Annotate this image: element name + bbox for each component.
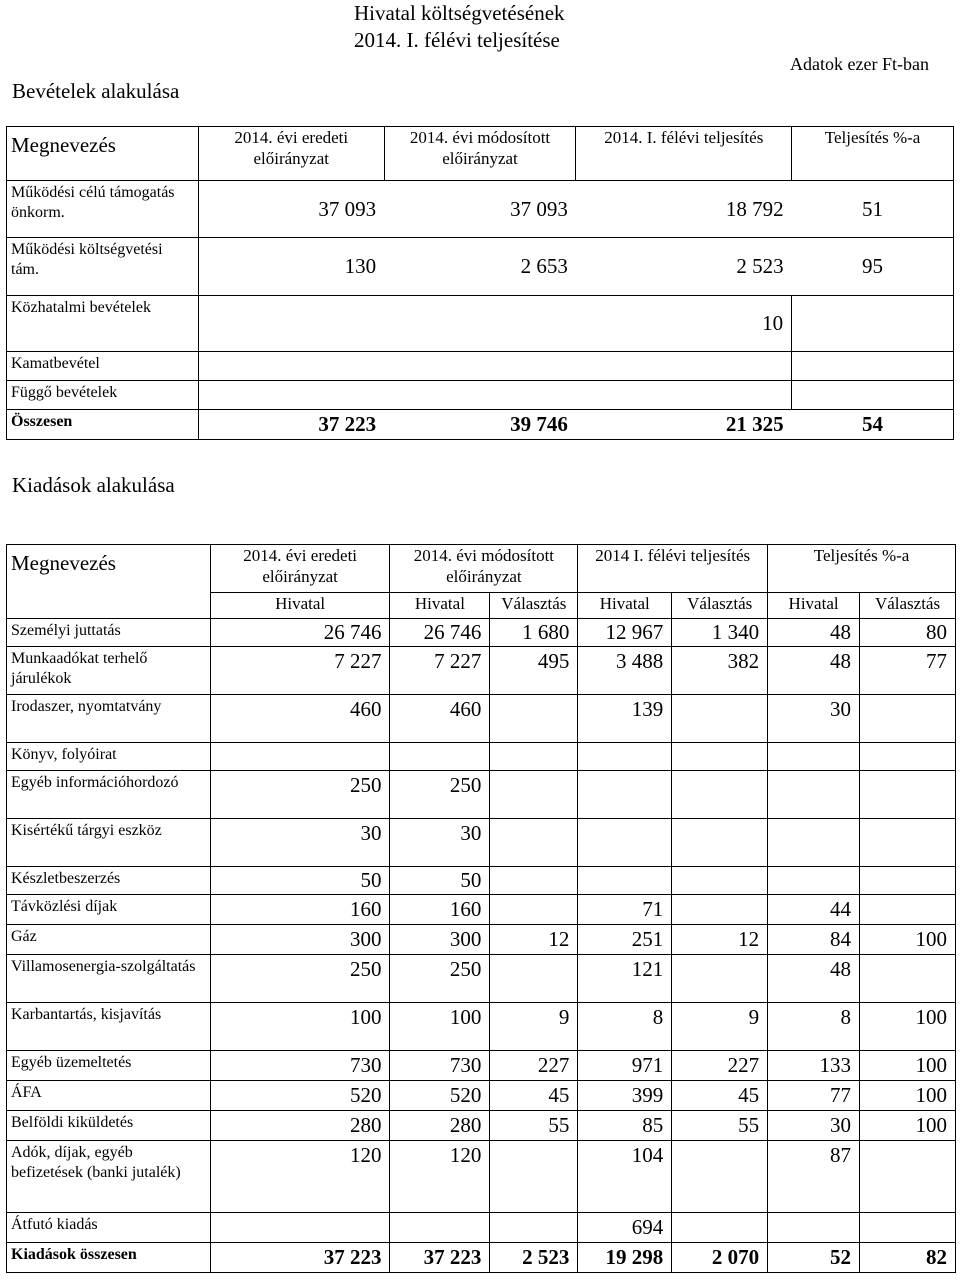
expense-col-modified: 2014. évi módosított előirányzat [390, 545, 578, 593]
cell [860, 867, 956, 895]
cell: 55 [490, 1111, 578, 1141]
cell: 2 070 [672, 1243, 768, 1273]
cell: 139 [578, 695, 672, 743]
cell: 37 223 [390, 1243, 490, 1273]
cell: 121 [578, 955, 672, 1003]
table-row [7, 296, 954, 352]
cell: 160 [210, 895, 390, 925]
cell: 251 [578, 925, 672, 955]
cell: 77 [860, 647, 956, 695]
table-row [7, 181, 954, 238]
cell [672, 1213, 768, 1243]
cell: 55 [672, 1111, 768, 1141]
cell [490, 867, 578, 895]
cell [672, 743, 768, 771]
row-label: Távközlési díjak [7, 895, 211, 925]
cell [198, 296, 384, 352]
expense-header-row [7, 545, 956, 593]
cell: 26 746 [390, 619, 490, 647]
row-label: Egyéb üzemeltetés [7, 1051, 211, 1081]
cell [768, 771, 860, 819]
cell [490, 955, 578, 1003]
cell: 495 [490, 647, 578, 695]
cell: 37 093 [384, 181, 576, 238]
cell: 12 [490, 925, 578, 955]
table-row [7, 819, 956, 867]
cell: 104 [578, 1141, 672, 1213]
cell: 52 [768, 1243, 860, 1273]
cell: 250 [210, 771, 390, 819]
cell: 694 [578, 1213, 672, 1243]
cell [768, 1213, 860, 1243]
row-label: Személyi juttatás [7, 619, 211, 647]
table-row [7, 238, 954, 296]
unit-note: Adatok ezer Ft-ban [790, 54, 929, 74]
title-line-1: Hivatal költségvetésének [354, 1, 565, 25]
cell: 9 [490, 1003, 578, 1051]
table-row [7, 955, 956, 1003]
cell [390, 743, 490, 771]
table-row [7, 381, 954, 410]
cell [792, 381, 954, 410]
cell: 19 298 [578, 1243, 672, 1273]
cell: 133 [768, 1051, 860, 1081]
cell: 250 [390, 955, 490, 1003]
cell: 45 [672, 1081, 768, 1111]
cell: 300 [210, 925, 390, 955]
row-label: Működési költségvetési tám. [7, 238, 199, 296]
cell: 399 [578, 1081, 672, 1111]
expense-table [6, 544, 956, 1273]
cell [198, 381, 384, 410]
cell [490, 819, 578, 867]
cell [198, 352, 384, 381]
subheader: Hivatal [210, 593, 390, 619]
cell [384, 381, 576, 410]
cell: 51 [792, 181, 954, 238]
table-row [7, 1141, 956, 1213]
cell: 520 [210, 1081, 390, 1111]
cell [578, 771, 672, 819]
cell [860, 695, 956, 743]
cell [768, 867, 860, 895]
expense-col-original: 2014. évi eredeti előirányzat [210, 545, 390, 593]
cell: 100 [860, 1051, 956, 1081]
subheader: Választás [672, 593, 768, 619]
cell [860, 1213, 956, 1243]
row-label: Függő bevételek [7, 381, 199, 410]
row-label: Irodaszer, nyomtatvány [7, 695, 211, 743]
table-row [7, 743, 956, 771]
document-title [354, 0, 565, 54]
cell: 227 [672, 1051, 768, 1081]
cell: 87 [768, 1141, 860, 1213]
expense-col-percent: Teljesítés %-a [768, 545, 956, 593]
cell [490, 895, 578, 925]
cell [672, 1141, 768, 1213]
subheader: Hivatal [768, 593, 860, 619]
cell: 100 [390, 1003, 490, 1051]
cell: 39 746 [384, 410, 576, 440]
income-heading: Bevételek alakulása [12, 79, 180, 103]
income-col-percent: Teljesítés %-a [792, 127, 954, 181]
subheader: Hivatal [390, 593, 490, 619]
cell: 280 [210, 1111, 390, 1141]
cell: 120 [210, 1141, 390, 1213]
cell [860, 771, 956, 819]
row-label: Villamosenergia-szolgáltatás [7, 955, 211, 1003]
cell: 12 967 [578, 619, 672, 647]
cell [384, 352, 576, 381]
cell [860, 743, 956, 771]
cell: 82 [860, 1243, 956, 1273]
cell: 100 [860, 1111, 956, 1141]
cell [672, 695, 768, 743]
cell: 26 746 [210, 619, 390, 647]
table-row [7, 647, 956, 695]
cell: 520 [390, 1081, 490, 1111]
cell: 80 [860, 619, 956, 647]
cell: 18 792 [576, 181, 792, 238]
table-row [7, 1003, 956, 1051]
cell: 100 [860, 1081, 956, 1111]
row-label: Kiadások összesen [7, 1243, 211, 1273]
cell [490, 1213, 578, 1243]
cell: 250 [210, 955, 390, 1003]
cell: 30 [390, 819, 490, 867]
cell: 130 [198, 238, 384, 296]
cell: 120 [390, 1141, 490, 1213]
income-col-name: Megnevezés [7, 127, 199, 181]
row-label: Összesen [7, 410, 199, 440]
subheader: Választás [490, 593, 578, 619]
cell: 30 [768, 1111, 860, 1141]
cell [578, 743, 672, 771]
cell [210, 743, 390, 771]
row-label: Kisértékű tárgyi eszköz [7, 819, 211, 867]
cell: 50 [210, 867, 390, 895]
cell: 12 [672, 925, 768, 955]
table-row [7, 1081, 956, 1111]
cell: 95 [792, 238, 954, 296]
row-label: Belföldi kiküldetés [7, 1111, 211, 1141]
cell: 54 [792, 410, 954, 440]
cell [578, 819, 672, 867]
cell: 382 [672, 647, 768, 695]
cell [860, 895, 956, 925]
cell: 227 [490, 1051, 578, 1081]
cell [792, 296, 954, 352]
cell: 460 [390, 695, 490, 743]
cell [490, 1141, 578, 1213]
cell: 2 523 [490, 1243, 578, 1273]
row-label: Egyéb információhordozó [7, 771, 211, 819]
cell [672, 895, 768, 925]
row-label: Gáz [7, 925, 211, 955]
table-row [7, 352, 954, 381]
cell: 44 [768, 895, 860, 925]
cell: 9 [672, 1003, 768, 1051]
income-header-row [7, 127, 954, 181]
cell [768, 743, 860, 771]
cell: 2 523 [576, 238, 792, 296]
cell: 3 488 [578, 647, 672, 695]
cell [578, 867, 672, 895]
row-label: Közhatalmi bevételek [7, 296, 199, 352]
table-row [7, 619, 956, 647]
income-col-actual: 2014. I. félévi teljesítés [576, 127, 792, 181]
cell [860, 819, 956, 867]
cell: 250 [390, 771, 490, 819]
income-col-modified: 2014. évi módosított előirányzat [384, 127, 576, 181]
cell: 7 227 [390, 647, 490, 695]
cell: 48 [768, 619, 860, 647]
cell: 77 [768, 1081, 860, 1111]
row-label: Kamatbevétel [7, 352, 199, 381]
cell: 100 [860, 1003, 956, 1051]
cell: 730 [390, 1051, 490, 1081]
table-row [7, 1213, 956, 1243]
row-label: ÁFA [7, 1081, 211, 1111]
cell: 48 [768, 647, 860, 695]
cell [576, 381, 792, 410]
income-table [6, 126, 954, 440]
expense-total-row [7, 1243, 956, 1273]
cell: 460 [210, 695, 390, 743]
cell [672, 819, 768, 867]
expense-col-actual: 2014 I. félévi teljesítés [578, 545, 768, 593]
cell: 48 [768, 955, 860, 1003]
cell: 37 093 [198, 181, 384, 238]
cell: 8 [578, 1003, 672, 1051]
cell [576, 352, 792, 381]
expense-col-name: Megnevezés [7, 545, 211, 619]
table-row [7, 1051, 956, 1081]
cell [672, 955, 768, 1003]
cell: 300 [390, 925, 490, 955]
cell: 971 [578, 1051, 672, 1081]
cell: 30 [210, 819, 390, 867]
cell: 2 653 [384, 238, 576, 296]
row-label: Karbantartás, kisjavítás [7, 1003, 211, 1051]
expense-heading: Kiadások alakulása [12, 473, 175, 497]
table-row [7, 1111, 956, 1141]
table-row [7, 895, 956, 925]
cell: 1 340 [672, 619, 768, 647]
cell [672, 867, 768, 895]
cell: 45 [490, 1081, 578, 1111]
cell [490, 695, 578, 743]
cell: 1 680 [490, 619, 578, 647]
cell: 8 [768, 1003, 860, 1051]
row-label: Működési célú támogatás önkorm. [7, 181, 199, 238]
cell: 37 223 [198, 410, 384, 440]
cell: 7 227 [210, 647, 390, 695]
cell: 84 [768, 925, 860, 955]
cell: 37 223 [210, 1243, 390, 1273]
table-row [7, 771, 956, 819]
cell [384, 296, 576, 352]
cell [860, 955, 956, 1003]
cell: 21 325 [576, 410, 792, 440]
cell [210, 1213, 390, 1243]
cell [490, 743, 578, 771]
subheader: Választás [860, 593, 956, 619]
cell: 730 [210, 1051, 390, 1081]
cell: 100 [860, 925, 956, 955]
cell [390, 1213, 490, 1243]
cell: 85 [578, 1111, 672, 1141]
subheader: Hivatal [578, 593, 672, 619]
row-label: Átfutó kiadás [7, 1213, 211, 1243]
cell: 50 [390, 867, 490, 895]
income-total-row [7, 410, 954, 440]
cell: 10 [576, 296, 792, 352]
cell [768, 819, 860, 867]
row-label: Készletbeszerzés [7, 867, 211, 895]
table-row [7, 925, 956, 955]
cell: 30 [768, 695, 860, 743]
income-col-original: 2014. évi eredeti előirányzat [198, 127, 384, 181]
cell: 160 [390, 895, 490, 925]
row-label: Munkaadókat terhelő járulékok [7, 647, 211, 695]
cell: 280 [390, 1111, 490, 1141]
cell [860, 1141, 956, 1213]
cell: 71 [578, 895, 672, 925]
cell [490, 771, 578, 819]
cell [672, 771, 768, 819]
row-label: Könyv, folyóirat [7, 743, 211, 771]
table-row [7, 867, 956, 895]
row-label: Adók, díjak, egyéb befizetések (banki jutalék) [7, 1141, 211, 1213]
table-row [7, 695, 956, 743]
cell [792, 352, 954, 381]
title-line-2: 2014. I. félévi teljesítése [354, 28, 560, 52]
cell: 100 [210, 1003, 390, 1051]
